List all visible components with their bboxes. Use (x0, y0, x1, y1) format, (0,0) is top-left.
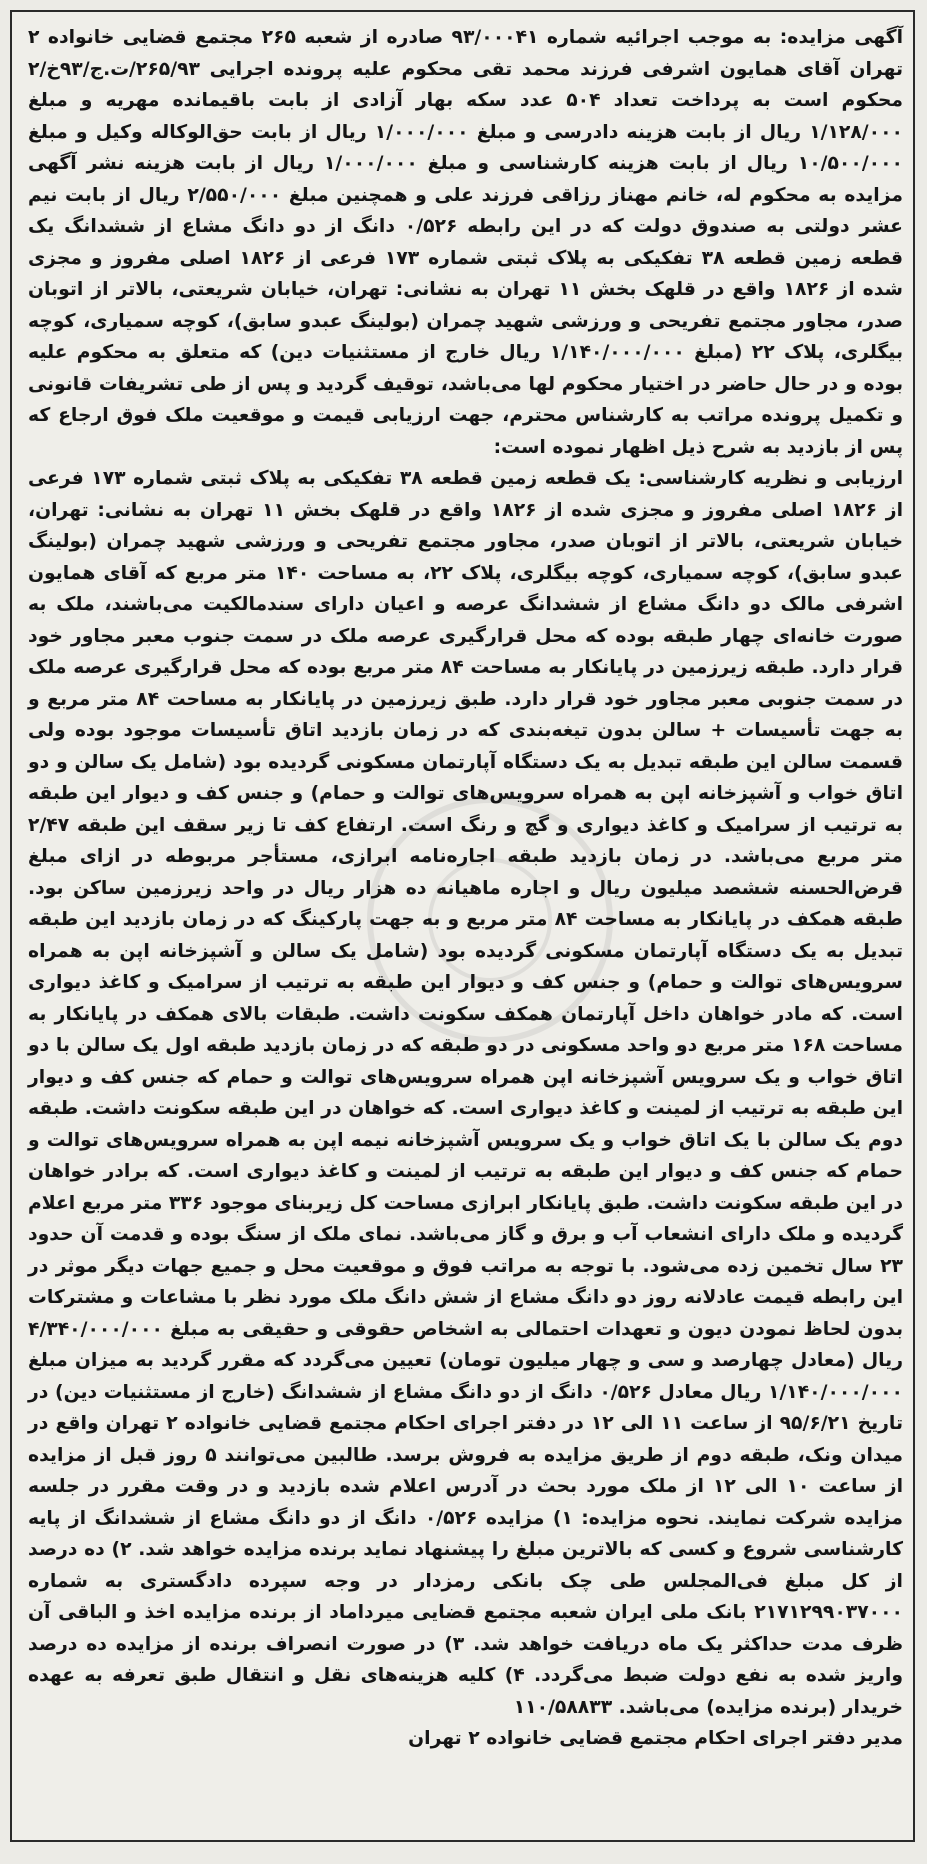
notice-appraisal-paragraph: ارزیابی و نظریه کارشناسی: یک قطعه زمین قطعه ۳۸ تفکیکی به پلاک ثبتی شماره ۱۷۳ فرعی از ۱۸۲۶ اصلی مفروز و مجزی شده از ۱۸۲۶ واقع در قلهک بخش ۱۱ تهران به نشانی: تهران، خیابان شریعتی، بالاتر از اتوبان صدر، مجاور مجتمع تفریحی و ورزشی شهید چمران (بولینگ عبدو سابق)، کوچه سمیاری، کوچه بیگلری، پلاک ۲۲، به مساحت ۱۴۰ متر مربع که آقای همایون اشرفی مالک دو دانگ مشاع از ششدانگ عرصه و اعیان دارای سندمالکیت می‌باشند، ملک به صورت خانه‌ای چهار طبقه بوده که محل قرارگیری عرصه ملک در سمت جنوب معبر مجاور خود قرار دارد. طبقه زیرزمین در پایانکار به مساحت ۸۴ متر مربع بوده که محل قرارگیری عرصه ملک در سمت جنوبی معبر مجاور خود قرار دارد. طبق زیرزمین در پایانکار به مساحت ۸۴ متر مربع و به جهت تأسیسات + سالن بدون تیغه‌بندی که در زمان بازدید اتاق تأسیسات موجود بوده ولی قسمت سالن این طبقه تبدیل به یک دستگاه آپارتمان مسکونی گردیده بود (شامل یک سالن و دو اتاق خواب و آشپزخانه اپن به همراه سرویس‌های توالت و حمام) و جنس کف و دیوار این طبقه به ترتیب از سرامیک و کاغذ دیواری و گچ و رنگ است. ارتفاع کف تا زیر سقف این طبقه ۲/۴۷ متر مربع می‌باشد. در زمان بازدید طبقه اجاره‌نامه ابرازی، مستأجر مربوطه در ازای مبلغ قرض‌الحسنه ششصد میلیون ریال و اجاره ماهیانه ده هزار ریال در واحد زیرزمین ساکن بود. طبقه همکف در پایانکار به مساحت ۸۴ متر مربع و به جهت پارکینگ که در زمان بازدید این طبقه تبدیل به یک دستگاه آپارتمان مسکونی گردیده بود (شامل یک سالن و آشپزخانه اپن به همراه سرویس‌های توالت و حمام) و جنس کف و دیوار این طبقه به ترتیب از سرامیک و کاغذ دیواری است. که مادر خواهان داخل آپارتمان همکف سکونت داشت. طبقات بالای همکف در پایانکار به مساحت ۱۶۸ متر مربع دو واحد مسکونی در دو طبقه که در زمان بازدید طبقه اول یک سالن با دو اتاق خواب و یک سرویس آشپزخانه اپن همراه سرویس‌های توالت و حمام که جنس کف و دیوار این طبقه به ترتیب از لمینت و کاغذ دیواری است. که خواهان در این طبقه سکونت داشت. طبقه دوم یک سالن با یک اتاق خواب و یک سرویس آشپزخانه نیمه اپن به همراه سرویس‌های توالت و حمام که جنس کف و دیوار این طبقه به ترتیب از لمینت و کاغذ دیواری است. که برادر خواهان در این طبقه سکونت داشت. طبق پایانکار ابرازی مساحت کل زیربنای موجود ۳۳۶ متر مربع اعلام گردیده و ملک دارای انشعاب آب و برق و گاز می‌باشد. نمای ملک از سنگ بوده و قدمت آن حدود ۲۳ سال تخمین زده می‌شود. با توجه به مراتب فوق و موقعیت محل و جمیع جهات دیگر موثر در این رابطه قیمت عادلانه روز دو دانگ مشاع از شش دانگ ملک مورد نظر با مشاعات و مشترکات بدون لحاظ نمودن دیون و تعهدات احتمالی به اشخاص حقوقی و حقیقی به مبلغ ۴/۳۴۰/۰۰۰/۰۰۰ ریال (معادل چهارصد و سی و چهار میلیون تومان) تعیین می‌گردد که مقرر گردید به میزان مبلغ ۱/۱۴۰/۰۰۰/۰۰۰ ریال معادل ۰/۵۲۶ دانگ از دو دانگ مشاع از ششدانگ (خارج از مستثنیات دین) در تاریخ ۹۵/۶/۲۱ از ساعت ۱۱ الی ۱۲ در دفتر اجرای احکام مجتمع قضایی خانواده ۲ تهران واقع در میدان ونک، طبقه دوم از طریق مزایده به فروش برسد. طالبین می‌توانند ۵ روز قبل از مزایده از ساعت ۱۰ الی ۱۲ از ملک مورد بحث در آدرس اعلام شده بازدید و در وقت مقرر در جلسه مزایده شرکت نمایند. نحوه مزایده: ۱) مزایده ۰/۵۲۶ دانگ از دو دانگ مشاع از ششدانگ از پایه کارشناسی شروع و کسی که بالاترین مبلغ را پیشنهاد نماید برنده مزایده خواهد شد. ۲) ده درصد از کل مبلغ فی‌المجلس طی چک بانکی رمزدار در وجه سپرده دادگستری به شماره ۲۱۷۱۲۹۹۰۳۷۰۰۰ بانک ملی ایران شعبه مجتمع قضایی میرداماد از برنده مزایده اخذ و الباقی آن ظرف مدت حداکثر یک ماه دریافت خواهد شد. ۳) در صورت انصراف برنده از مزایده ده درصد واریز شده به نفع دولت ضبط می‌گردد. ۴) کلیه هزینه‌های نقل و انتقال طبق تعرفه به عهده خریدار (برنده مزایده) می‌باشد. ۱۱۰/۵۸۸۳۳ (27, 468, 904, 1718)
notice-signature: مدیر دفتر اجرای احکام مجتمع قضایی خانواده ۲ تهران (408, 1728, 903, 1749)
notice-body (28, 22, 903, 1755)
notice-intro-paragraph: آگهی مزایده: به موجب اجرائیه شماره ۹۳/۰۰۰۴۱ صادره از شعبه ۲۶۵ مجتمع قضایی خانواده ۲ تهران آقای همایون اشرفی فرزند محمد تقی محکوم علیه پرونده اجرایی ۲۶۵/۹۳/ت.ج/۹۳خ/۲ محکوم است به پرداخت تعداد ۵۰۴ عدد سکه بهار آزادی از بابت باقیمانده مهریه و مبلغ ۱/۱۲۸/۰۰۰ ریال از بابت هزینه دادرسی و مبلغ ۱/۰۰۰/۰۰۰ ریال از بابت حق‌الوکاله وکیل و مبلغ ۱۰/۵۰۰/۰۰۰ ریال از بابت هزینه کارشناسی و مبلغ ۱/۰۰۰/۰۰۰ ریال از بابت هزینه نشر آگهی مزایده به محکوم له، خانم مهناز رزاقی فرزند علی و همچنین مبلغ ۲/۵۵۰/۰۰۰ ریال از بابت نیم عشر دولتی به صندوق دولت که در این رابطه ۰/۵۲۶ دانگ از دو دانگ مشاع از ششدانگ یک قطعه زمین قطعه ۳۸ تفکیکی به پلاک ثبتی شماره ۱۷۳ فرعی از ۱۸۲۶ اصلی مفروز و مجزی شده از ۱۸۲۶ واقع در قلهک بخش ۱۱ تهران به نشانی: تهران، خیابان شریعتی، بالاتر از اتوبان صدر، مجاور مجتمع تفریحی و ورزشی شهید چمران (بولینگ عبدو سابق)، کوچه سمیاری، کوچه بیگلری، پلاک ۲۲ (مبلغ ۱/۱۴۰/۰۰۰/۰۰۰ ریال خارج از مستثنیات دین) که متعلق به محکوم علیه بوده و در حال حاضر در اختیار محکوم لها می‌باشد، توقیف گردید و پس از طی تشریفات قانونی و تکمیل پرونده مراتب به کارشناس محترم، جهت ارزیابی قیمت و موقعیت ملک فوق ارجاع که پس از بازدید به شرح ذیل اظهار نموده است: (28, 27, 904, 458)
